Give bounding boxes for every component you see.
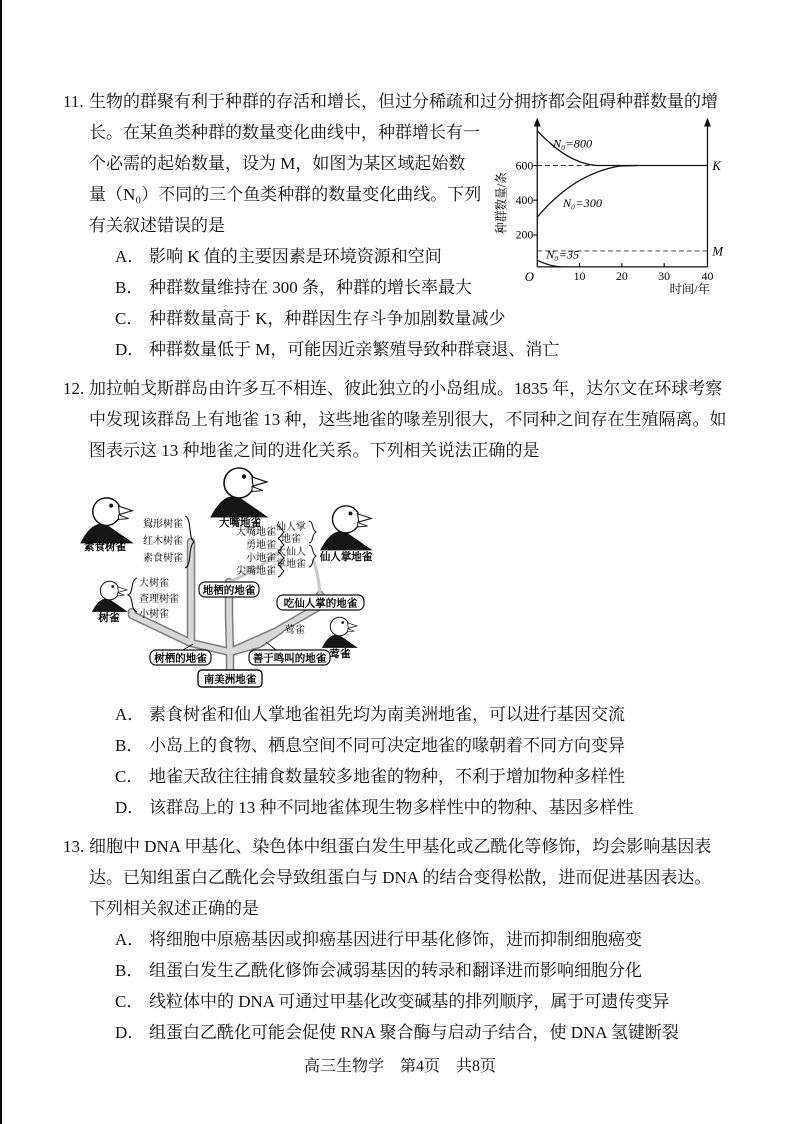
- xtick-40: 40: [701, 271, 714, 283]
- species-large-cactus-finch-line2: 掌地雀: [276, 559, 306, 570]
- species-cactus-finch-line1: 仙人掌: [276, 522, 306, 533]
- group-box-singing: [249, 650, 330, 665]
- option-letter: B．: [115, 736, 144, 755]
- large-beak-finch-icon: [211, 468, 267, 517]
- species-warbler-finch: 莺雀: [285, 625, 305, 636]
- option-text: 影响 K 值的主要因素是环境资源和空间: [149, 247, 442, 266]
- option-text: 组蛋白发生乙酰化修饰会减弱基因的转录和翻译进而影响细胞分化: [149, 961, 642, 980]
- group-box-cactus-eating: [277, 595, 364, 610]
- root-label: 南美洲地雀: [203, 674, 257, 686]
- curve-label-35: N₀=35: [546, 247, 580, 262]
- option-text: 组蛋白乙酰化可能会促使 RNA 聚合酶与启动子结合，使 DNA 氢键断裂: [149, 1023, 679, 1042]
- species-large-ground-finch: 大嘴地雀: [236, 527, 276, 538]
- option-letter: B．: [115, 278, 144, 297]
- option-letter: A．: [115, 930, 145, 949]
- cactus-finch-icon: [321, 506, 371, 550]
- y-axis-arrow: [534, 118, 541, 127]
- group-label-singing: 善于鸣叫的地雀: [252, 653, 327, 665]
- option-letter: C．: [115, 309, 144, 328]
- scan-edge-line: [0, 0, 2, 1124]
- species-sharp-beaked-finch: 尖嘴地雀: [236, 566, 276, 577]
- q12-stem-line: 中发现该群岛上有地雀 13 种，这些地雀的喙差别很大，不同种之间存在生殖隔离。如: [89, 410, 727, 429]
- caption-large-beak-finch: 大嘴地雀: [219, 518, 261, 529]
- q11-stem-line: 有关叙述错误的是: [89, 216, 225, 235]
- caption-cactus-finch: 仙人掌地雀: [319, 552, 373, 563]
- question-13: [63, 831, 738, 1048]
- q13-option-b: [115, 955, 738, 986]
- q12-option-b: [115, 730, 738, 761]
- q11-option-d: [115, 334, 738, 365]
- q13-stem-line: 13. 细胞中 DNA 甲基化、染色体中组蛋白发生甲基化或乙酰化等修饰，均会影响基因表: [89, 831, 738, 862]
- group-box-ground: [199, 582, 259, 597]
- option-letter: B．: [115, 961, 144, 980]
- q13-number: 13.: [63, 837, 85, 856]
- cactus-branch-connector: [313, 559, 320, 595]
- vegetarian-finch-icon: [81, 498, 133, 543]
- ytick-200: 200: [515, 229, 534, 242]
- option-text: 该群岛上的 13 种不同地雀体现生物多样性中的物种、基因多样性: [149, 798, 634, 817]
- q13-stem: [63, 831, 738, 924]
- q12-option-d: [115, 792, 738, 823]
- option-letter: C．: [115, 992, 144, 1011]
- species-mangrove-finch: 红木树雀: [143, 536, 183, 547]
- population-growth-chart-svg: [490, 112, 738, 296]
- page-footer: 高三生物学 第4页 共8页: [303, 1058, 496, 1075]
- option-text: 种群数量维持在 300 条，种群的增长率最大: [149, 278, 472, 297]
- species-large-cactus-finch-line1: 大仙人: [276, 547, 306, 558]
- warbler-finch-icon: [322, 617, 357, 647]
- group-label-ground: 地栖的地雀: [202, 585, 256, 597]
- population-growth-chart: [490, 112, 738, 296]
- q13-stem-line: 下列相关叙述正确的是: [89, 899, 259, 918]
- q13-stem-line: 达。已知组蛋白乙酰化会导致组蛋白与 DNA 的结合变得松散，进而促进基因表达。: [89, 868, 712, 887]
- q12-number: 12.: [63, 379, 85, 398]
- group-label-tree-dwelling: 树栖的地雀: [154, 653, 207, 665]
- option-letter: A．: [115, 247, 145, 266]
- q13-option-d: [115, 1017, 738, 1048]
- question-11: [63, 86, 738, 365]
- root-box-south-america: [198, 670, 262, 687]
- option-text: 种群数量高于 K，种群因生存斗争加剧数量减少: [149, 309, 506, 328]
- q11-stem-line: 个必需的起始数量，设为 M，如图为某区域起始数: [89, 154, 466, 173]
- k-label: K: [712, 159, 721, 174]
- option-text: 素食树雀和仙人掌地雀祖先均为南美洲地雀，可以进行基因交流: [149, 705, 625, 724]
- option-text: 小岛上的食物、栖息空间不同可决定地雀的喙朝着不同方向变异: [149, 736, 625, 755]
- species-woodpecker-finch: 鴷形树雀: [143, 519, 183, 530]
- q11-number: 11.: [63, 92, 84, 111]
- q11-option-c: [115, 303, 738, 334]
- x-axis-title: 时间/年: [669, 282, 710, 296]
- lower-species-brace: [128, 578, 137, 612]
- option-text: 将细胞中原癌基因或抑癌基因进行甲基化修饰，进而抑制细胞癌变: [149, 930, 642, 949]
- finch-tree-svg: [63, 466, 533, 699]
- caption-tree-finch: 树雀: [98, 613, 120, 624]
- species-small-tree-finch: 小树雀: [139, 609, 169, 620]
- species-medium-ground-finch: 勇地雀: [246, 540, 276, 551]
- species-vegetarian-finch: 素食树雀: [143, 553, 183, 564]
- q13-option-a: [115, 924, 738, 955]
- m-label: M: [712, 244, 724, 259]
- group-label-cactus-eating: 吃仙人掌的地雀: [283, 598, 358, 610]
- q11-stem-line: 11. 生物的群聚有利于种群的存活和增长，但过分稀疏和过分拥挤都会阻碍种群数量的增: [89, 86, 738, 117]
- ytick-400: 400: [515, 195, 534, 207]
- q12-option-c: [115, 761, 738, 792]
- xtick-30: 30: [658, 271, 671, 283]
- q12-option-a: [115, 699, 738, 730]
- option-letter: A．: [115, 705, 145, 724]
- species-cactus-finch-line2: 地雀: [281, 534, 301, 545]
- cactus-brace-1: [309, 521, 316, 543]
- ytick-600: 600: [515, 160, 534, 173]
- q11-stem-line: 量（N₀）不同的三个鱼类种群的数量变化曲线。下列: [89, 185, 482, 204]
- xtick-20: 20: [615, 271, 628, 283]
- option-letter: C．: [115, 767, 144, 786]
- caption-vegetarian-finch: 素食树雀: [84, 542, 126, 553]
- option-text: 种群数量低于 M，可能因近亲繁殖导致种群衰退、消亡: [149, 340, 560, 359]
- q12-stem-line: 图表示这 13 种地雀之间的进化关系。下列相关说法正确的是: [89, 441, 540, 460]
- option-letter: D．: [115, 340, 145, 359]
- species-large-tree-finch: 大树雀: [139, 578, 169, 589]
- option-letter: D．: [115, 798, 145, 817]
- q13-option-c: [115, 986, 738, 1017]
- q12-stem: [63, 373, 738, 466]
- question-12: [63, 373, 738, 823]
- q11-stem-line: 长。在某鱼类种群的数量变化曲线中，种群增长有一: [89, 123, 480, 142]
- curve-label-800: N₀=800: [552, 136, 593, 151]
- option-letter: D．: [115, 1023, 145, 1042]
- group-box-tree-dwelling: [150, 650, 211, 665]
- origin-label: O: [524, 270, 534, 284]
- xtick-10: 10: [573, 271, 586, 283]
- option-text: 线粒体中的 DNA 可通过甲基化改变碱基的排列顺序，属于可遗传变异: [149, 992, 670, 1011]
- tree-finch-icon: [92, 581, 127, 611]
- finch-evolution-tree: [63, 466, 738, 699]
- caption-warbler-finch: 莺雀: [329, 649, 351, 660]
- right-axis-arrow: [704, 118, 711, 127]
- species-charles-tree-finch: 查理树雀: [139, 594, 179, 605]
- species-small-ground-finch: 小地雀: [246, 553, 276, 564]
- option-text: 地雀天敌往往捕食数量较多地雀的物种，不利于增加物种多样性: [149, 767, 625, 786]
- curve-label-300: N₀=300: [562, 196, 603, 210]
- q12-stem-line: 12. 加拉帕戈斯群岛由许多互不相连、彼此独立的小岛组成。1835 年，达尔文在环球考察: [89, 373, 738, 404]
- y-axis-title: 种群数量/条: [494, 172, 509, 235]
